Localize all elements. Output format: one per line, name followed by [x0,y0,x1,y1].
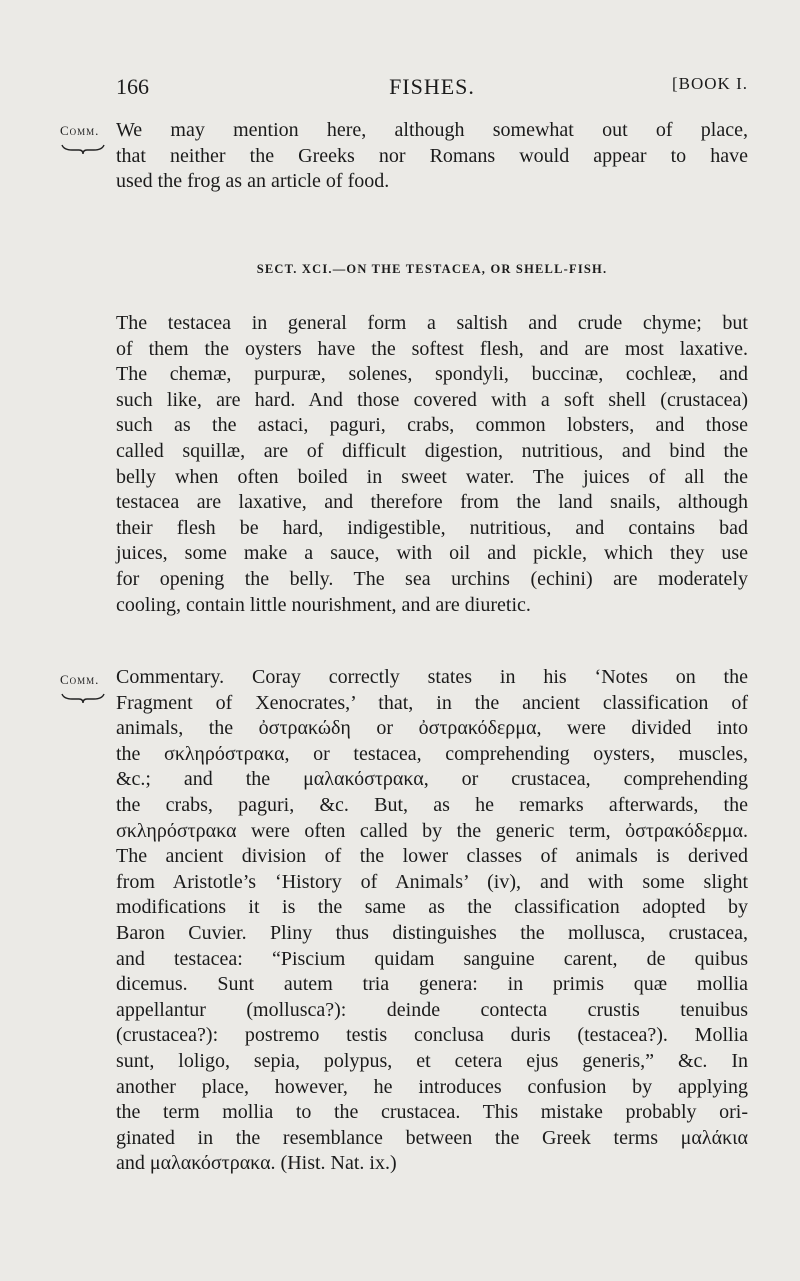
page-number: 166 [116,74,149,99]
text-line: of them the oysters have the softest flesh, and are most laxative. [116,337,748,360]
margin-note-comm-1: Comm. [60,123,100,138]
main-paragraph [116,311,748,618]
commentary-paragraph [116,665,748,1177]
text-line: &c.; and the μαλακόστρακα, or crustacea, comprehending [116,768,748,791]
intro-paragraph [116,118,748,195]
text-line: sunt, loligo, sepia, polypus, et cetera ejus generis,” &c. In [116,1049,748,1072]
text-line: their flesh be hard, indigestible, nutritious, and contains bad [116,516,748,539]
text-line: testacea are laxative, and therefore from the land snails, although [116,491,748,514]
text-line: the term mollia to the crustacea. This mistake probably ori- [116,1101,748,1124]
text-line: (crustacea?): postremo testis conclusa duris (testacea?). Mollia [116,1024,748,1047]
text-line: The testacea in general form a saltish and crude chyme; but [116,312,748,334]
text-line: We may mention here, although somewhat out of place, [116,119,748,141]
margin-note-comm-2: Comm. [60,672,100,687]
brace-icon [60,142,106,156]
brace-icon [60,691,106,705]
text-line: called squillæ, are of difficult digestion, nutritious, and bind the [116,439,748,462]
book-label: [BOOK I. [672,74,748,93]
text-line: the σκληρόστρακα, or testacea, comprehending oysters, muscles, [116,742,748,765]
text-line: another place, however, he introduces confusion by applying [116,1075,748,1098]
text-line: The chemæ, purpuræ, solenes, spondyli, buccinæ, cochleæ, and [116,363,748,386]
text-line: and testacea: “Piscium quidam sanguine carent, de quibus [116,947,748,970]
text-line: and μαλακόστρακα. (Hist. Nat. ix.) [116,1152,397,1175]
text-line: the crabs, paguri, &c. But, as he remarks afterwards, the [116,793,748,816]
text-line: dicemus. Sunt autem tria genera: in primis quæ mollia [116,973,748,996]
text-line: Baron Cuvier. Pliny thus distinguishes the mollusca, crustacea, [116,921,748,944]
text-line: used the frog as an article of food. [116,170,390,193]
text-line: juices, some make a sauce, with oil and pickle, which they use [116,542,748,565]
text-line: cooling, contain little nourishment, and are diuretic. [116,593,531,616]
text-line: that neither the Greeks nor Romans would appear to have [116,144,748,167]
running-head: FISHES. [389,74,475,99]
text-line: such like, are hard. And those covered with a soft shell (crustacea) [116,388,748,411]
text-line: belly when often boiled in sweet water. The juices of all the [116,465,748,488]
text-line: ginated in the resemblance between the Greek terms μαλάκια [116,1126,748,1149]
section-title: SECT. XCI.—ON THE TESTACEA, OR SHELL-FISH. [256,262,608,276]
text-line: appellantur (mollusca?): deinde contecta crustis tenuibus [116,998,748,1021]
text-line: σκληρόστρακα were often called by the generic term, ὀστρακόδερμα. [116,819,748,842]
text-line: The ancient division of the lower classes of animals is derived [116,845,748,868]
text-line: modifications it is the same as the classification adopted by [116,896,748,919]
page-header [116,70,748,102]
text-line: for opening the belly. The sea urchins (echini) are moderately [116,567,748,590]
text-line: such as the astaci, paguri, crabs, common lobsters, and those [116,414,748,437]
text-line: from Aristotle’s ‘History of Animals’ (iv), and with some slight [116,870,748,893]
text-line: Commentary. Coray correctly states in his ‘Notes on the [116,666,748,688]
text-line: Fragment of Xenocrates,’ that, in the ancient classification of [116,691,748,714]
text-line: animals, the ὀστρακώδη or ὀστρακόδερμα, were divided into [116,717,748,740]
